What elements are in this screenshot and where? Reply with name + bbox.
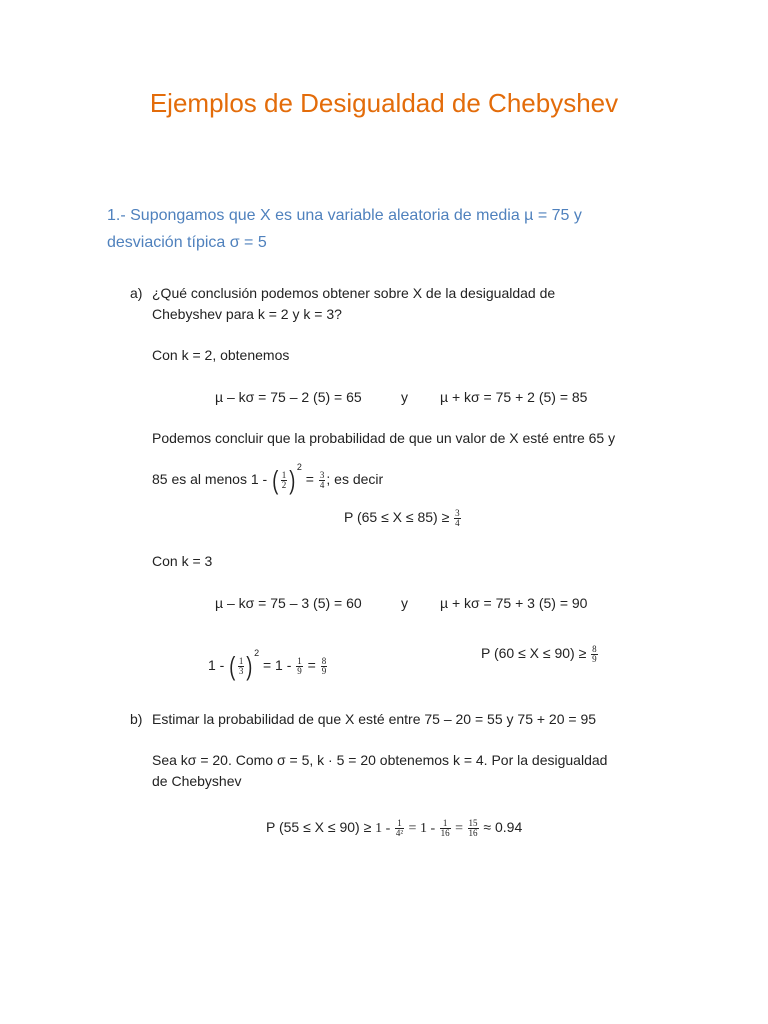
conclusion-line-2: 85 es al menos 1 - ( $\frac{1}{2}$ )$^2$ = $\frac{3}{4}$ ; es decir: [152, 462, 384, 496]
fraction-one-sixteenth: $\frac{1}{16}$: [440, 817, 450, 838]
open-paren: (: [272, 465, 279, 496]
part-a-question-line-2: Chebyshev para k = 2 y k = 3?: [152, 306, 342, 322]
document-title: Ejemplos de Desigualdad de Chebyshev: [149, 88, 619, 118]
k2-intro: Con k = 2, obtenemos: [152, 347, 290, 363]
conclusion-prefix: 85 es al menos 1 -: [152, 471, 272, 487]
k3-and-word: y: [401, 595, 408, 611]
fraction-three-quarters: $\frac{3}{4}$: [319, 469, 325, 490]
part-b-line-1: Sea kσ = 20. Como σ = 5, k · 5 = 20 obtenemos k = 4. Por la desigualdad: [152, 752, 608, 768]
open-paren: (: [229, 651, 236, 682]
k2-and-word: y: [401, 389, 408, 405]
k2-upper-bound: µ + kσ = 75 + 2 (5) = 85: [440, 389, 588, 405]
part-b-question: Estimar la probabilidad de que X esté entre 75 – 20 = 55 y 75 + 20 = 95: [152, 711, 597, 727]
close-paren: ): [289, 465, 296, 496]
k3-lower-bound: µ – kσ = 75 – 3 (5) = 60: [215, 595, 362, 611]
probability-k3: P (60 ≤ X ≤ 90) ≥ $\frac{8}{9}$: [481, 643, 597, 664]
probability-k2: P (65 ≤ X ≤ 85) ≥ $\frac{3}{4}$: [344, 507, 460, 528]
k3-upper-bound: µ + kσ = 75 + 3 (5) = 90: [440, 595, 588, 611]
exponent: 2: [254, 648, 260, 658]
part-b-line-2: de Chebyshev: [152, 773, 242, 789]
conclusion-suffix: ; es decir: [326, 471, 384, 487]
fraction-three-quarters-bound: $\frac{3}{4}$: [455, 507, 460, 528]
probability-k4: P (55 ≤ X ≤ 90) ≥ 1 - $\frac{1}{\text{4²}}$ = 1 - $\frac{1}{16}$ = $\frac{15}{16}$ ≈ 0.94: [266, 817, 523, 838]
fraction-one-ninth: $\frac{1}{9}$: [297, 655, 302, 676]
approx-result: ≈ 0.94: [479, 819, 523, 835]
k3-calculation: 1 - ( $\frac{1}{3}$ )$^2$ = 1 - $\frac{1}{9}$ = $\frac{8}{9}$: [208, 648, 327, 682]
question-1-line-2: desviación típica σ = 5: [107, 234, 267, 251]
fraction-one-third: $\frac{1}{3}$: [238, 655, 244, 676]
conclusion-line-1: Podemos concluir que la probabilidad de que un valor de X esté entre 65 y: [152, 430, 616, 446]
part-a-marker: a): [130, 285, 143, 301]
k3-intro: Con k = 3: [152, 553, 213, 569]
close-paren: ): [246, 651, 253, 682]
part-b-marker: b): [130, 711, 143, 727]
question-1-line-1: 1.- Supongamos que X es una variable aleatoria de media µ = 75 y: [107, 207, 582, 224]
part-a-question-line-1: ¿Qué conclusión podemos obtener sobre X de la desigualdad de: [152, 285, 556, 301]
exponent: 2: [296, 462, 302, 472]
fraction-eight-ninths: $\frac{8}{9}$: [321, 655, 327, 676]
fraction-one-over-four-squared: $\frac{1}{\text{4²}}$: [395, 817, 404, 838]
fraction-one-half: $\frac{1}{2}$: [281, 469, 287, 490]
k2-lower-bound: µ – kσ = 75 – 2 (5) = 65: [215, 389, 362, 405]
fraction-fifteen-sixteenths: $\frac{15}{16}$: [468, 817, 478, 838]
fraction-eight-ninths-bound: $\frac{8}{9}$: [592, 643, 597, 664]
